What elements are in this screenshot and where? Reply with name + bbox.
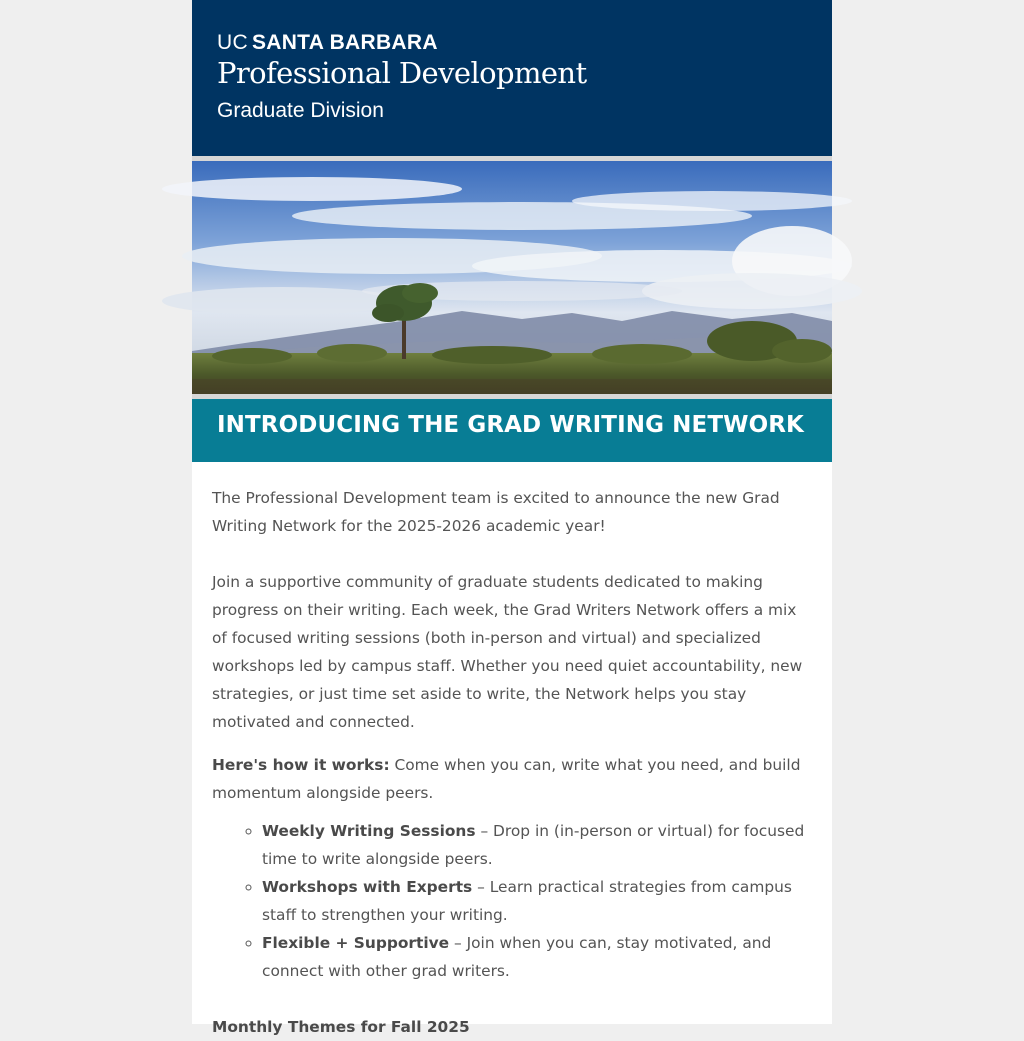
list-item	[262, 873, 816, 929]
feature-title: Flexible + Supportive	[262, 934, 450, 952]
logo-santa-barbara-text: SANTA BARBARA	[251, 31, 438, 54]
themes-heading: Monthly Themes for Fall 2025	[212, 1018, 470, 1036]
how-it-works-text: Come when you can, write what you need, and build momentum alongside peers.	[212, 756, 801, 802]
how-it-works-label: Here's how it works:	[212, 756, 390, 774]
intro-paragraph: The Professional Development team is excited to announce the new Grad Writing Network for the 2025-2026 academic year!	[212, 489, 780, 535]
landscape-photo-icon	[192, 161, 832, 394]
feature-text: – Learn practical strategies from campus staff to strengthen your writing.	[262, 878, 792, 924]
hero-image	[192, 161, 832, 394]
email-body	[192, 462, 832, 1041]
feature-text: – Drop in (in-person or virtual) for focused time to write alongside peers.	[262, 822, 805, 868]
feature-title: Weekly Writing Sessions	[262, 822, 476, 840]
logo-uc-text: UC	[217, 31, 248, 54]
list-item	[262, 929, 816, 985]
feature-text: – Join when you can, stay motivated, and connect with other grad writers.	[262, 934, 772, 980]
description-paragraph: Join a supportive community of graduate students dedicated to making progress on their writing. Each week, the Grad Writers Network offers a mix of focused writing sessions (both in-person and virtual) and specialized workshops led by campus staff. Whether you need quiet accountability, new strategies, or just time set aside to write, the Network helps you stay motivated and connected.	[212, 573, 803, 731]
section-heading: INTRODUCING THE GRAD WRITING NETWORK	[217, 412, 804, 438]
email-container	[192, 0, 832, 1036]
header-subtitle: Graduate Division	[217, 99, 384, 122]
ucsb-logo	[217, 31, 438, 55]
header-banner	[192, 0, 832, 156]
section-banner	[192, 399, 832, 462]
list-item	[262, 817, 816, 873]
header-title: Professional Development	[217, 56, 587, 90]
feature-title: Workshops with Experts	[262, 878, 473, 896]
how-it-works-paragraph	[212, 751, 816, 807]
feature-list	[212, 817, 816, 985]
